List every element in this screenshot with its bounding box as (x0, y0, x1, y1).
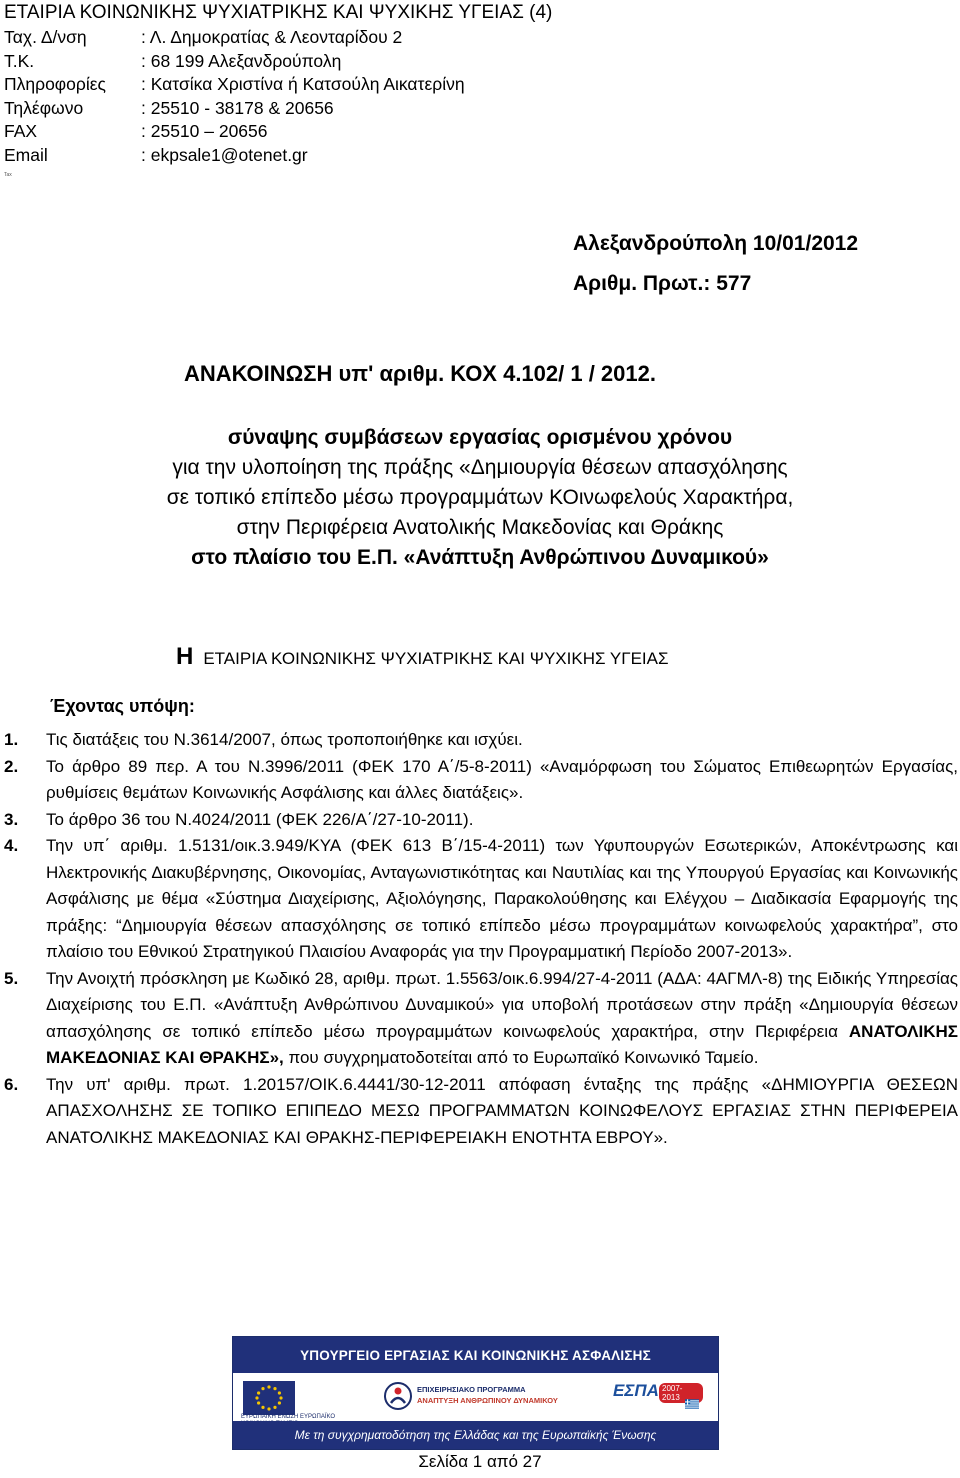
cofunding-tagline: Με τη συγχρηματοδότηση της Ελλάδας και της Ευρωπαϊκής Ένωσης (233, 1421, 718, 1449)
item-text: Την υπ΄ αριθμ. 1.5131/οικ.3.949/ΚΥΑ (ΦΕΚ 613 Β΄/15-4-2011) των Υφυπουργών Εσωτερικών, Αποκέντρωσης και Ηλεκτρονικής Διακυβέρνησης, Οικονομίας, Ανταγωνιστικότητας και Ναυτιλίας και της Υπουργού Εργασίας και Κοινωνικής Ασφάλισης με θέμα «Σύστημα Διαχείρισης, Αξιολόγησης, Παρακολούθησης και Ελέγχου – Διαδικασία Εφαρμογής της πράξης: “Δημιουργία θέσεων απασχόλησης σε τοπικό επίπεδο μέσω προγραμμάτων κοινωφελούς χαρακτήρα”, στο πλαίσιο του Εθνικού Στρατηγικού Πλαισίου Αναφοράς για την Προγραμματική Περίοδο 2007-2013». (46, 836, 958, 961)
program-subtitle: ΑΝΑΠΤΥΞΗ ΑΝΘΡΩΠΙΝΟΥ ΔΥΝΑΜΙΚΟΥ (417, 1396, 558, 1405)
fax-value: : 25510 – 20656 (141, 121, 268, 141)
espa-years: 2007-2013 (659, 1383, 703, 1403)
item-text-bold: ΑΝΑΤΟΛΙΚΗΣ ΜΑΚΕΔΟΝΙΑΣ ΚΑΙ ΘΡΑΚΗΣ», (46, 1021, 958, 1067)
page-number: Σελίδα 1 από 27 (418, 1452, 542, 1471)
fax-row (4, 120, 552, 144)
ministry-banner: ΥΠΟΥΡΓΕΙΟ ΕΡΓΑΣΙΑΣ ΚΑΙ ΚΟΙΝΩΝΙΚΗΣ ΑΣΦΑΛΙΣΗΣ (233, 1337, 718, 1373)
email-label: Email (4, 144, 48, 165)
phone-label: Τηλέφωνο (4, 97, 84, 118)
list-item (4, 966, 958, 1072)
list-item (4, 833, 958, 966)
address-value: : Λ. Δημοκρατίας & Λεονταρίδου 2 (141, 27, 403, 47)
organization-name: ΕΤΑΙΡΙΑ ΚΟΙΝΩΝΙΚΗΣ ΨΥΧΙΑΤΡΙΚΗΣ ΚΑΙ ΨΥΧΙΚΗΣ ΥΓΕΙΑΣ (203, 649, 669, 668)
protocol-number: Αριθμ. Πρωτ.: 577 (573, 272, 752, 295)
item-number: 1. (4, 730, 19, 749)
subject-line-3: σε τοπικό επίπεδο μέσω προγραμμάτων ΚΟινωφελούς Χαρακτήρα, (166, 486, 794, 509)
program-emblem-icon (383, 1381, 413, 1411)
info-contact-row (4, 73, 552, 97)
eu-caption: ΕΥΡΩΠΑΪΚΗ ΕΝΩΣΗ ΕΥΡΩΠΑΪΚΟ (241, 1414, 336, 1420)
item-number: 6. (4, 1074, 19, 1094)
info-contact-value: : Κατσίκα Χριστίνα ή Κατσούλη Αικατερίνη (141, 74, 465, 94)
email-row (4, 144, 552, 168)
item-text: Την υπ' αριθμ. πρωτ. 1.20157/ΟΙΚ.6.4441/30-12-2011 απόφαση ένταξης της πράξης «ΔΗΜΙΟΥΡΓΙΑ ΘΕΣΕΩΝ ΑΠΑΣΧΟΛΗΣΗΣ ΣΕ ΤΟΠΙΚΟ ΕΠΙΠΕΔΟ ΜΕΣΩ ΠΡΟΓΡΑΜΜΑΤΩΝ ΚΟΙΝΩΦΕΛΟΥΣ ΕΡΓΑΣΙΑΣ ΣΤΗΝ ΠΕΡΙΦΕΡΕΙΑ ΑΝΑΤΟΛΙΚΗΣ ΜΑΚΕΔΟΝΙΑΣ ΚΑΙ ΘΡΑΚΗΣ-ΠΕΡΙΦΕΡΕΙΑΚΗ ΕΝΟΤΗΤΑ ΕΒΡΟΥ». (46, 1074, 958, 1147)
place-date: Αλεξανδρούπολη 10/01/2012 (573, 232, 859, 255)
item-text: Το άρθρο 89 περ. Α του Ν.3996/2011 (ΦΕΚ 170 Α΄/5-8-2011) «Αναμόρφωση του Σώματος Επιθεωρητών Εργασίας, ρυθμίσεις θεμάτων Κοινωνικής Ασφάλισης και άλλες διατάξεις». (46, 756, 958, 802)
list-item (4, 727, 958, 754)
phone-row (4, 97, 552, 121)
item-number: 5. (4, 968, 19, 988)
subject-line-5: στο πλαίσιο του Ε.Π. «Ανάπτυξη Ανθρώπινου Δυναμικού» (191, 546, 769, 569)
subject-block (0, 423, 960, 573)
address-row (4, 26, 552, 50)
item-text-tail: που συγχρηματοδοτείται από το Ευρωπαϊκό Κοινωνικό Ταμείο. (283, 1048, 759, 1067)
email-value[interactable]: : ekpsale1@otenet.gr (141, 144, 308, 165)
postal-code-row (4, 50, 552, 74)
item-text: Τις διατάξεις του Ν.3614/2007, όπως τροποποιήθηκε και ισχύει. (46, 730, 523, 749)
document-meta (573, 224, 858, 304)
organization-title: ΕΤΑΙΡΙΑ ΚΟΙΝΩΝΙΚΗΣ ΨΥΧΙΑΤΡΙΚΗΣ ΚΑΙ ΨΥΧΙΚΗΣ ΥΓΕΙΑΣ (4) (4, 2, 553, 23)
fax-label: FAX (4, 121, 38, 141)
subject-line-2: για την υλοποίηση της πράξης «Δημιουργία θέσεων απασχόλησης (172, 456, 788, 479)
article-letter: Η (176, 643, 194, 670)
tiny-mark: Tax (4, 172, 12, 178)
announcement-title: ΑΝΑΚΟΙΝΩΣΗ υπ' αριθμ. ΚΟΧ 4.102/ 1 / 2012. (184, 361, 656, 386)
issuing-organization (176, 643, 669, 671)
subject-line-4: στην Περιφέρεια Ανατολικής Μακεδονίας και Θράκης (236, 516, 724, 539)
operational-program-logo (383, 1379, 558, 1415)
item-number: 2. (4, 756, 19, 776)
item-text: Το άρθρο 36 του Ν.4024/2011 (ΦΕΚ 226/Α΄/27-10-2011). (46, 809, 474, 829)
list-item (4, 754, 958, 807)
letterhead (4, 0, 552, 167)
having-in-mind-heading: Έχοντας υπόψη: (50, 696, 195, 716)
subject-line-1: σύναψης συμβάσεων εργασίας ορισμένου χρόνου (227, 426, 733, 449)
item-number: 4. (4, 836, 19, 855)
item-text: Την Ανοιχτή πρόσκληση με Κωδικό 28, αριθμ. πρωτ. 1.5563/οικ.6.994/27-4-2011 (ΑΔΑ: 4ΑΓΜΛ-8) της Ειδικής Υπηρεσίας Διαχείρισης του Ε.Π. «Ανάπτυξη Ανθρώπινου Δυναμικού» για υποβολή προτάσεων στην πράξη «Δημιουργία θέσεων απασχόλησης σε τοπικό επίπεδο μέσω προγραμμάτων κοινωφελούς χαρακτήρα, στην Περιφέρεια (46, 968, 958, 1041)
espa-wordmark: ΕΣΠΑ (613, 1381, 659, 1400)
program-title: ΕΠΙΧΕΙΡΗΣΙΑΚΟ ΠΡΟΓΡΑΜΜΑ (417, 1385, 526, 1394)
phone-value: : 25510 - 38178 & 20656 (141, 97, 334, 118)
list-item (4, 1072, 958, 1152)
list-item (4, 807, 958, 834)
postal-code-label: Τ.Κ. (4, 50, 35, 71)
greek-flag-icon (685, 1399, 699, 1409)
postal-code-value: : 68 199 Αλεξανδρούπολη (141, 50, 342, 71)
eu-flag-icon (243, 1381, 295, 1415)
considerations-list (4, 727, 958, 1151)
item-number: 3. (4, 809, 19, 829)
address-label: Ταχ. Δ/νση (4, 27, 87, 47)
info-contact-label: Πληροφορίες (4, 74, 106, 94)
funding-banner (232, 1336, 719, 1450)
